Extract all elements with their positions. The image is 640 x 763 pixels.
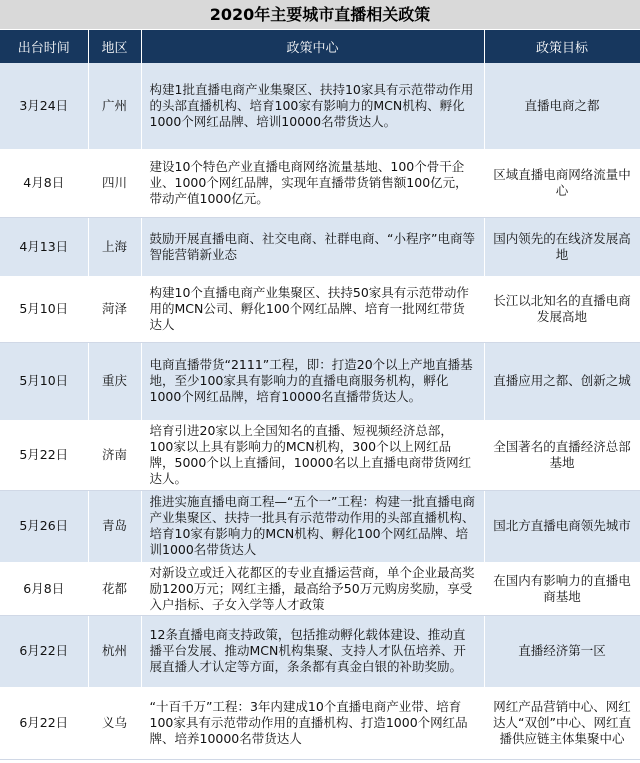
cell-region: 菏泽 <box>88 276 141 342</box>
table-title: 2020年主要城市直播相关政策 <box>0 0 640 30</box>
table-row <box>0 687 640 759</box>
cell-region: 青岛 <box>88 490 141 562</box>
cell-goal: 全国著名的直播经济总部基地 <box>484 420 640 490</box>
policy-table <box>0 30 640 760</box>
cell-goal: 在国内有影响力的直播电商基地 <box>484 562 640 615</box>
cell-region: 上海 <box>88 217 141 276</box>
table-row <box>0 490 640 562</box>
cell-goal: 国内领先的在线济发展高地 <box>484 217 640 276</box>
header-goal: 政策目标 <box>484 30 640 63</box>
table-row <box>0 342 640 420</box>
table-row <box>0 420 640 490</box>
cell-date: 4月13日 <box>0 217 88 276</box>
header-region: 地区 <box>88 30 141 63</box>
cell-goal: 区域直播电商网络流量中心 <box>484 149 640 217</box>
cell-region: 杭州 <box>88 615 141 687</box>
cell-policy: 电商直播带货“2111”工程，即：打造20个以上产地直播基地，至少100家具有影响力的直播电商服务机构，孵化1000个网红品牌，培育10000名直播带货达人。 <box>141 342 484 420</box>
cell-policy: 培育引进20家以上全国知名的直播、短视频经济总部，100家以上具有影响力的MCN机构，300个以上网红品牌，5000个以上直播间，10000名以上直播电商带货网红达人。 <box>141 420 484 490</box>
cell-goal: 长江以北知名的直播电商发展高地 <box>484 276 640 342</box>
table-row <box>0 149 640 217</box>
table-row <box>0 217 640 276</box>
table-row <box>0 615 640 687</box>
cell-date: 5月10日 <box>0 276 88 342</box>
table-row <box>0 276 640 342</box>
cell-region: 重庆 <box>88 342 141 420</box>
cell-region: 济南 <box>88 420 141 490</box>
cell-goal: 直播经济第一区 <box>484 615 640 687</box>
cell-policy: 推进实施直播电商工程—“五个一”工程：构建一批直播电商产业集聚区、扶持一批具有示范带动作用的头部直播机构、培育10家有影响力的MCN机构、孵化100个网红品牌、培训1000名带货达人 <box>141 490 484 562</box>
cell-date: 6月22日 <box>0 687 88 759</box>
cell-region: 花都 <box>88 562 141 615</box>
cell-policy: 建设10个特色产业直播电商网络流量基地、100个骨干企业、1000个网红品牌，实现年直播带货销售额100亿元，带动产值1000亿元。 <box>141 149 484 217</box>
header-date: 出台时间 <box>0 30 88 63</box>
cell-region: 广州 <box>88 63 141 149</box>
cell-date: 5月22日 <box>0 420 88 490</box>
cell-date: 6月8日 <box>0 562 88 615</box>
cell-policy: 鼓励开展直播电商、社交电商、社群电商、“小程序”电商等智能营销新业态 <box>141 217 484 276</box>
cell-goal: 国北方直播电商领先城市 <box>484 490 640 562</box>
table-row <box>0 562 640 615</box>
cell-policy: 构建10个直播电商产业集聚区、扶持50家具有示范带动作用的MCN公司、孵化100个网红品牌、培育一批网红带货达人 <box>141 276 484 342</box>
cell-region: 义乌 <box>88 687 141 759</box>
cell-policy: “十百千万”工程：3年内建成10个直播电商产业带、培育100家具有示范带动作用的直播机构、打造1000个网红品牌、培养10000名带货达人 <box>141 687 484 759</box>
cell-goal: 网红产品营销中心、网红达人“双创”中心、网红直播供应链主体集聚中心 <box>484 687 640 759</box>
header-policy: 政策中心 <box>141 30 484 63</box>
cell-date: 3月24日 <box>0 63 88 149</box>
cell-policy: 构建1批直播电商产业集聚区、扶持10家具有示范带动作用的头部直播机构、培育100家有影响力的MCN机构、孵化1000个网红品牌、培训10000名带货达人。 <box>141 63 484 149</box>
header-row <box>0 30 640 63</box>
cell-date: 4月8日 <box>0 149 88 217</box>
cell-date: 5月26日 <box>0 490 88 562</box>
cell-date: 6月22日 <box>0 615 88 687</box>
cell-policy: 对新设立或迁入花都区的专业直播运营商，单个企业最高奖励1200万元；网红主播，最高给予50万元购房奖励，享受入户指标、子女入学等人才政策 <box>141 562 484 615</box>
cell-goal: 直播电商之都 <box>484 63 640 149</box>
cell-date: 5月10日 <box>0 342 88 420</box>
cell-goal: 直播应用之都、创新之城 <box>484 342 640 420</box>
table-row <box>0 63 640 149</box>
cell-region: 四川 <box>88 149 141 217</box>
cell-policy: 12条直播电商支持政策，包括推动孵化载体建设、推动直播平台发展、推动MCN机构集聚、支持人才队伍培养、开展直播人才认定等方面，条条都有真金白银的补助奖励。 <box>141 615 484 687</box>
